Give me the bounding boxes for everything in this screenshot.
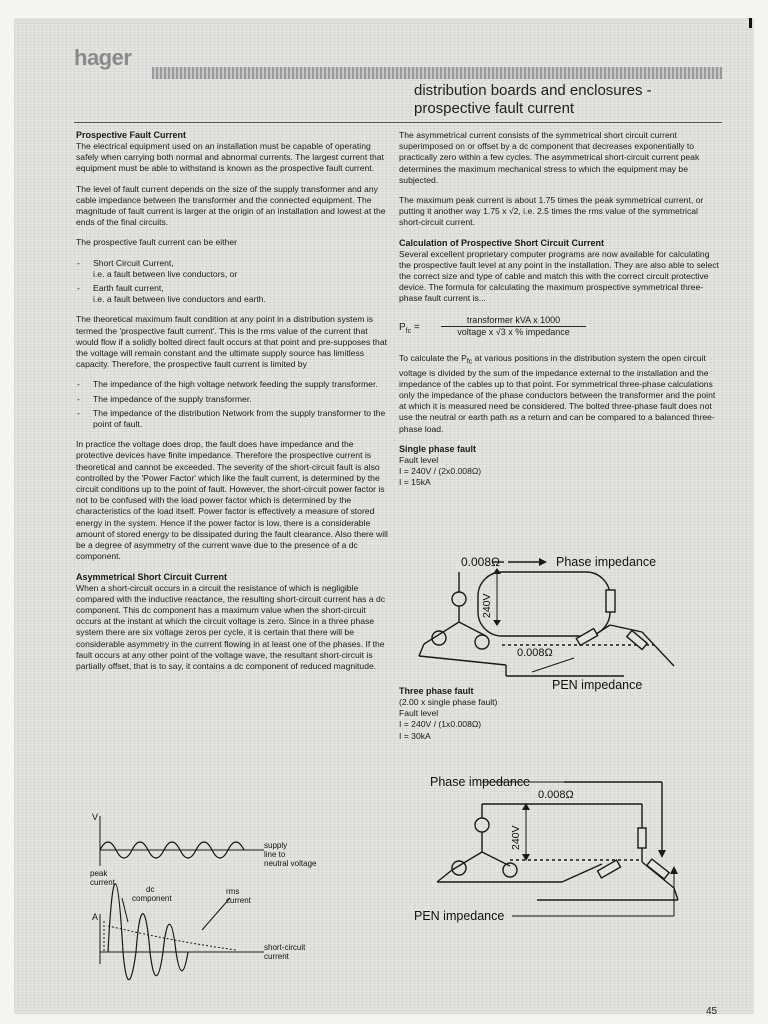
paragraph: The maximum peak current is about 1.75 times the peak symmetrical current, or putting it another way 1.75 x √2, i.e. 2.5 times the rms value of the symmetrical short-circuit current.	[399, 195, 704, 228]
list-item: - The impedance of the high voltage network feeding the supply transformer.	[76, 379, 390, 390]
wire	[419, 644, 424, 656]
phase-arrow-head	[658, 850, 666, 858]
dc-label: dc	[146, 885, 155, 894]
paragraph: To calculate the $P_{fc}$ at various positions in the distribution system the open circuit voltage is divided by the sum of the impedance external to the installation and the impedance of the cables up to that point. For symmetrical three-phase calculations only the impedance of the phase conductors between the transformer and the point at which it is measured need be considered. The bolted three-phase fault does not use the neutral or earth path as a return and can be compared to a balanced three-phase load.	[399, 352, 716, 434]
dc-label: component	[132, 894, 172, 903]
source-coil	[475, 818, 489, 832]
phase-resistor	[638, 828, 646, 848]
wire	[610, 625, 642, 632]
voltage-arrow-down	[493, 620, 501, 626]
three-fault-result: I = 30kA	[399, 730, 431, 741]
phase-impedance-label: Phase impedance	[430, 775, 531, 789]
page-number: 45	[706, 1006, 718, 1014]
short-circuit-label: short-circuit	[264, 943, 306, 952]
single-fault-level: Fault level	[399, 454, 439, 465]
list-item: - Earth fault current, i.e. a fault between live conductors and earth.	[76, 283, 390, 305]
header-rule	[74, 122, 722, 123]
wire	[419, 656, 506, 665]
paragraph: The level of fault current depends on the size of the supply transformer and any cable impedance between the transformer and the connected equipment. The magnitude of fault current is larger at the origin of an installation and lowest at the ends of the final circuits.	[76, 183, 386, 228]
phase-impedance-label: Phase impedance	[556, 555, 657, 569]
source-coil	[475, 635, 489, 649]
label-leader	[122, 898, 128, 922]
rms-label: current	[226, 896, 251, 905]
supply-label: neutral voltage	[264, 859, 317, 868]
formula-denominator: voltage x √3 x % impedance	[457, 326, 570, 337]
pen-arrow-head	[670, 866, 678, 874]
list-item: - Short Circuit Current, i.e. a fault between live conductors, or	[76, 258, 390, 280]
page-title: distribution boards and enclosures - prospective fault current	[414, 82, 652, 117]
v-axis-label: V	[92, 812, 99, 822]
impedance-value: 0.008Ω	[461, 555, 500, 569]
source-coil	[503, 863, 517, 877]
corner-mark	[749, 18, 752, 28]
voltage-label: 240V	[481, 593, 493, 618]
peak-label: current	[90, 878, 115, 887]
wire	[674, 888, 678, 900]
heading-prospective-fault-current: Prospective Fault Current	[76, 130, 187, 140]
fault-type-list	[76, 258, 390, 306]
formula-lhs: $P_{fc}$ =	[399, 321, 420, 335]
header-bar	[152, 67, 722, 79]
supply-label: supply	[264, 841, 288, 850]
load-resistor	[576, 629, 597, 646]
short-circuit-waveform-diagram	[86, 806, 386, 1006]
a-axis-label: A	[92, 912, 99, 922]
paragraph: The asymmetrical current consists of the symmetrical short circuit current superimposed on or offset by a dc component that decreases exponentially to practically zero within a few cycles. The asymmetrical short-circuit current peak determines the maximum mechanical stress to which the equipment may be subjected.	[399, 130, 700, 185]
short-circuit-label: current	[264, 952, 289, 961]
paragraph: In practice the voltage does drop, the fault does have impedance and the protective devices have finite impedance. Therefore the prospective current is theoretical and cannot be exceeded. The severity of the short-circuit fault is also controlled by the 'Power Factor' which like the fault current, is determined by the circuit conditions up to the point of fault. However, the short-circuit power factor is not to be confused with the load power factor which is determined by the characteristics of the load itself. Power factor is effectively a measure of stored energy in the system. Hence if the power factor is low, there is a considerable amount of stored energy to be dissipated during the fault clearance. Also there will be a degree of asymmetry of the current wave due to the presence of a dc component.	[76, 439, 388, 562]
heading-calculation: Calculation of Prospective Short Circuit Current	[399, 237, 605, 248]
brand-logo: hager	[74, 45, 132, 70]
paragraph: The electrical equipment used on an installation must be capable of operating safely when carrying both normal and abnormal currents. The largest current that equipment must be able to withstand is known as the prospective fault current.	[76, 141, 384, 174]
heading-three-phase-fault: Three phase fault	[399, 686, 474, 696]
impedance-list	[76, 379, 390, 430]
paragraph: When a short-circuit occurs in a circuit the resistance of which is negligible compared with the inductive reactance, the resulting short-circuit current has a dc component. This dc component has a maximum value when the short-circuit occurs at the instant at which the circuit voltage is zero. Since in a three phase system there are six voltage zeros per cycle, it is certain that there will be considerable asymmetry in the current flowing in at least one of the phases. If the fault occurs at any other point of the voltage wave, the resultant short-circuit is partially offset, that is to say, it contains a dc component of reduced magnitude.	[76, 582, 386, 671]
wire	[424, 622, 459, 644]
single-phase-circuit-diagram	[414, 550, 714, 695]
formula-numerator: transformer kVA x 1000	[441, 315, 586, 327]
three-fault-multiplier: (2.00 x single phase fault)	[399, 697, 498, 707]
right-column	[399, 130, 722, 488]
single-fault-formula: I = 240V / (2x0.008Ω)	[399, 465, 482, 476]
heading-single-phase-fault: Single phase fault	[399, 443, 477, 454]
phase-arrow-head	[539, 558, 547, 566]
paragraph: Several excellent proprietary computer programs are now available for calculating the prospective fault level at any point in the installation. They are also able to select the correct size and type of cable and match this with the correct circuit protective device. The formula for calculating the maximum prospective symmetrical three-phase fault current is...	[399, 248, 719, 304]
left-column	[76, 130, 390, 681]
paragraph: The theoretical maximum fault condition at any point in a distribution system is termed the 'prospective fault current'. This is the rms value of the current that would flow if a solidly bolted direct fault occurs at that point and pre-supposes that the voltage will remain constant and the ultimate supply source has limitless capacity. Therefore, the prospective fault current is limited by	[76, 314, 387, 370]
peak-label: peak	[90, 869, 108, 878]
pen-impedance-value: 0.008Ω	[517, 647, 553, 659]
wire	[562, 864, 602, 882]
list-item: - The impedance of the distribution Network from the supply transformer to the point of fault.	[76, 408, 390, 430]
supply-label: line to	[264, 850, 286, 859]
pfc-formula	[399, 315, 722, 345]
pen-pointer	[532, 658, 574, 672]
document-page	[14, 18, 754, 1014]
phase-resistor	[606, 590, 615, 612]
rms-label: rms	[226, 887, 240, 896]
heading-asymmetrical-short-circuit: Asymmetrical Short Circuit Current	[76, 571, 228, 582]
list-item: - The impedance of the supply transformer.	[76, 394, 390, 405]
impedance-value: 0.008Ω	[538, 789, 574, 801]
wire	[437, 870, 452, 882]
three-fault-formula: I = 240V / (1x0.008Ω)	[399, 719, 482, 730]
three-fault-level: Fault level	[399, 708, 439, 719]
wire	[642, 632, 674, 666]
single-fault-result: I = 15kA	[399, 477, 431, 488]
source-coil	[452, 592, 466, 606]
phase-loop	[478, 572, 610, 636]
voltage-label: 240V	[510, 825, 522, 850]
three-phase-circuit-diagram	[412, 770, 722, 930]
paragraph: The prospective fault current can be either	[76, 237, 237, 248]
pen-impedance-label: PEN impedance	[552, 678, 643, 692]
load-resistor	[597, 860, 620, 878]
pen-impedance-label: PEN impedance	[414, 909, 505, 923]
